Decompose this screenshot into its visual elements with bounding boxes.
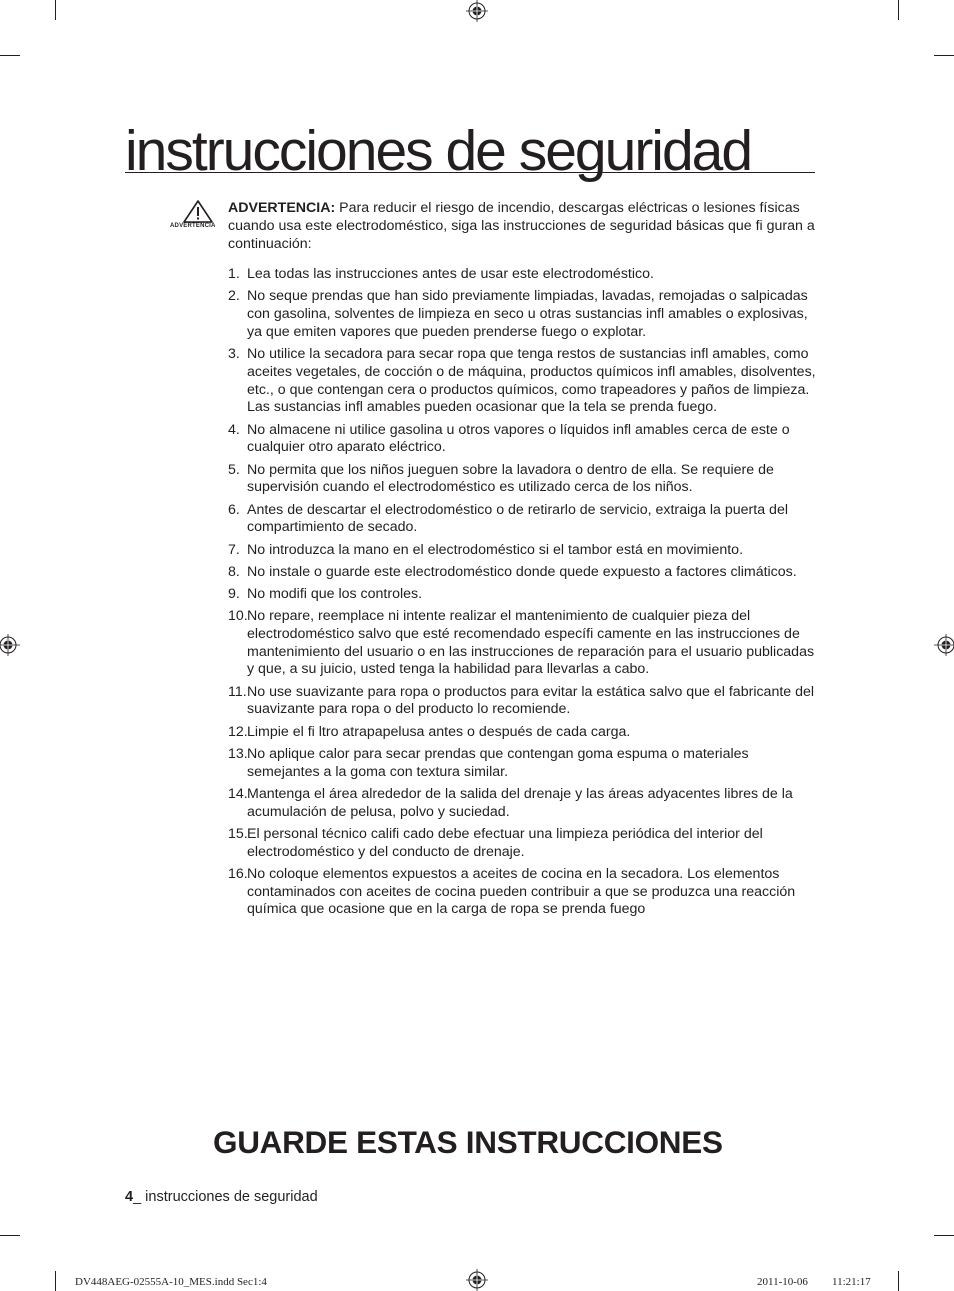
- safety-rules-list: [228, 266, 818, 924]
- list-item-text: No instale o guarde este electrodoméstico donde quede expuesto a factores climáticos.: [247, 563, 797, 580]
- crop-mark: [898, 1271, 899, 1291]
- list-item-number: 1.: [228, 266, 240, 282]
- list-item: [228, 266, 818, 284]
- list-item: [228, 288, 818, 341]
- list-item: [228, 746, 818, 782]
- list-item-number: 2.: [228, 288, 240, 305]
- registration-mark-icon: [932, 634, 954, 656]
- list-item-text: No repare, reemplace ni intente realizar el mantenimiento de cualquier pieza del electrodoméstico salvo que esté recomendado específi camente en las instrucciones de mantenimiento del usuario o en las instrucciones de reparación para el usuario publicadas y que, a su juicio, usted tenga la habilidad para llevarlas a cabo.: [247, 608, 815, 678]
- list-item: [228, 786, 818, 822]
- list-item-text: No permita que los niños jueguen sobre la lavadora o dentro de ella. Se requiere de supervisión cuando el electrodoméstico es utilizado cerca de los niños.: [247, 461, 774, 496]
- list-item: [228, 422, 818, 458]
- list-item-text: No use suavizante para ropa o productos para evitar la estática salvo que el fabricante del suavizante para ropa o del producto lo recomiende.: [247, 683, 815, 718]
- list-item-text: Lea todas las instrucciones antes de usar este electrodoméstico.: [247, 266, 654, 282]
- save-instructions-heading: GUARDE ESTAS INSTRUCCIONES: [213, 1124, 723, 1160]
- crop-mark: [898, 0, 899, 20]
- list-item: [228, 346, 818, 417]
- crop-mark: [934, 1235, 954, 1236]
- list-item-number: 12.: [228, 723, 248, 740]
- list-item: [228, 462, 818, 498]
- crop-mark: [0, 1235, 20, 1236]
- warning-body: Para reducir el riesgo de incendio, descargas eléctricas o lesiones físicas cuando usa este electrodoméstico, siga las instrucciones de seguridad básicas que fi guran a continuación:: [228, 200, 815, 252]
- list-item: [228, 608, 818, 679]
- list-item: [228, 502, 818, 538]
- list-item: [228, 542, 818, 560]
- list-item-text: No introduzca la mano en el electrodoméstico si el tambor está en movimiento.: [247, 541, 744, 558]
- footer-section: _ instrucciones de seguridad: [133, 1189, 318, 1205]
- warning-heading: ADVERTENCIA:: [228, 200, 336, 216]
- list-item-number: 13.: [228, 745, 248, 762]
- list-item-number: 10.: [228, 608, 248, 625]
- registration-mark-icon: [466, 0, 488, 22]
- list-item: [228, 564, 818, 582]
- list-item-number: 8.: [228, 563, 240, 580]
- crop-mark: [934, 55, 954, 56]
- list-item-number: 16.: [228, 865, 248, 882]
- list-item: [228, 586, 818, 604]
- warning-triangle-icon: [182, 199, 214, 223]
- list-item-text: No aplique calor para secar prendas que contengan goma espuma o materiales semejantes a la goma con textura similar.: [247, 745, 749, 780]
- list-item-number: 14.: [228, 785, 248, 802]
- list-item-text: Antes de descartar el electrodoméstico o de retirarlo de servicio, extraiga la puerta del compartimiento de secado.: [247, 501, 788, 536]
- list-item-text: Mantenga el área alrededor de la salida del drenaje y las áreas adyacentes libres de la acumulación de pelusa, polvo y suciedad.: [247, 785, 793, 820]
- page-title: instrucciones de seguridad: [125, 118, 815, 173]
- list-item-number: 11.: [228, 683, 247, 700]
- list-item-text: El personal técnico califi cado debe efectuar una limpieza periódica del interior del electrodoméstico y del conducto de drenaje.: [247, 825, 763, 860]
- list-item-number: 4.: [228, 421, 240, 438]
- crop-mark: [55, 1271, 56, 1291]
- list-item-number: 9.: [228, 585, 240, 602]
- list-item-text: No modifi que los controles.: [247, 585, 423, 602]
- list-item: [228, 724, 818, 742]
- page-footer: [125, 1189, 318, 1205]
- registration-mark-icon: [466, 1269, 488, 1291]
- list-item-number: 15.: [228, 825, 248, 842]
- page-number: 4: [125, 1189, 134, 1205]
- slug-time: 11:21:17: [832, 1276, 871, 1288]
- registration-mark-icon: [0, 634, 22, 656]
- list-item-number: 6.: [228, 501, 240, 518]
- slug-file: DV448AEG-02555A-10_MES.indd Sec1:4: [75, 1276, 267, 1288]
- warning-text: [228, 199, 820, 253]
- crop-mark: [55, 0, 56, 20]
- list-item-text: No coloque elementos expuestos a aceites de cocina en la secadora. Los elementos contaminados con aceites de cocina pueden contribuir a que se produzca una reacción química que ocasione que en la carga de ropa se prenda fuego: [247, 865, 796, 918]
- crop-mark: [0, 55, 20, 56]
- list-item-text: No seque prendas que han sido previamente limpiadas, lavadas, remojadas o salpicadas con gasolina, solventes de limpieza en seco u otras sustancias infl amables o explosivas, ya que emiten vapores que pueden prenderse fuego o explotar.: [247, 288, 808, 340]
- list-item: [228, 684, 818, 720]
- list-item-number: 3.: [228, 345, 240, 362]
- list-item-text: Limpie el fi ltro atrapapelusa antes o después de cada carga.: [247, 723, 631, 740]
- list-item-text: No utilice la secadora para secar ropa que tenga restos de sustancias infl amables, como aceites vegetales, de cocción o de máquina, productos químicos infl amables, disolventes, etc., o que contengan cera o productos químicos, como trapeadores y paños de limpieza. Las sustancias infl amables pueden ocasionar que la tela se prenda fuego.: [247, 345, 816, 416]
- list-item-number: 5.: [228, 461, 240, 478]
- list-item-text: No almacene ni utilice gasolina u otros vapores o líquidos infl amables cerca de este o cualquier otro aparato eléctrico.: [247, 421, 790, 456]
- list-item-number: 7.: [228, 541, 240, 558]
- list-item: [228, 866, 818, 919]
- list-item: [228, 826, 818, 862]
- warning-icon-label: ADVERTENCIA: [170, 223, 216, 229]
- slug-date: 2011-10-06: [757, 1276, 808, 1288]
- warning-badge: [170, 199, 230, 229]
